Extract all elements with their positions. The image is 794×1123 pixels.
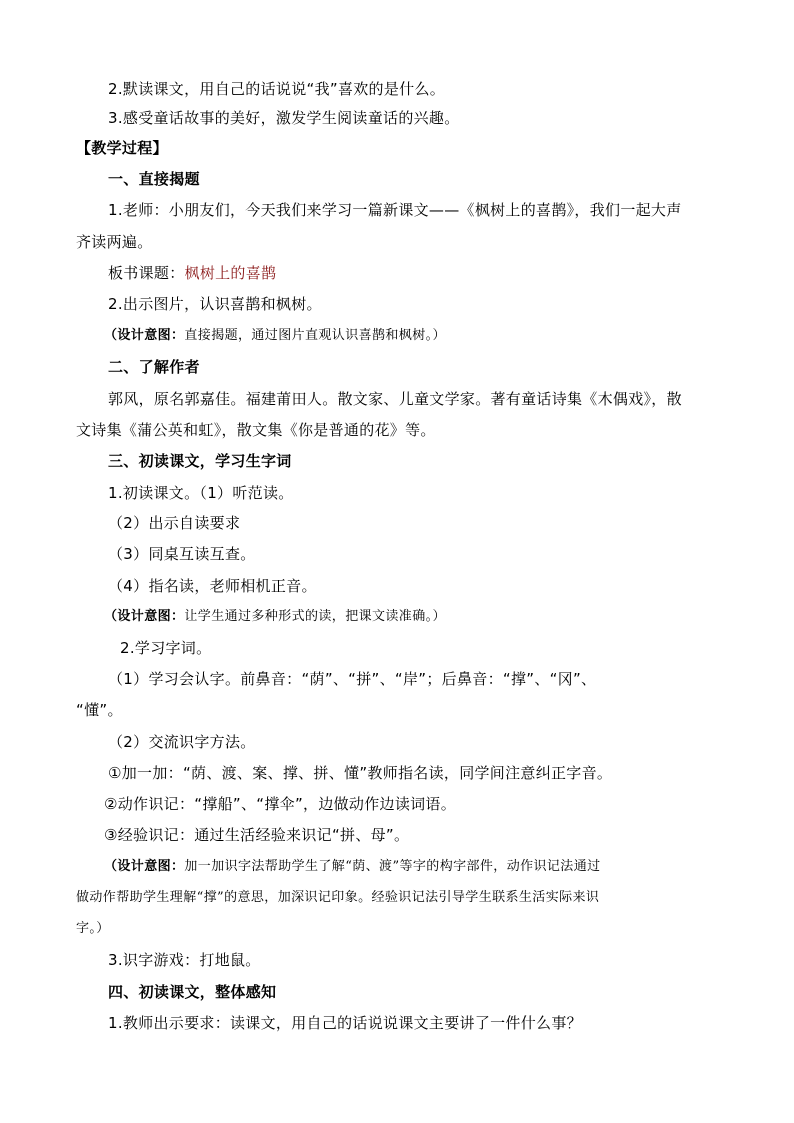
method-3: ③经验识记：通过生活经验来识记“拼、母”。	[104, 826, 410, 844]
design-note-3-line-1	[104, 858, 601, 876]
s3-item-2-2: （2）交流识字方法。	[108, 733, 256, 751]
s1-paragraph-2: 2.出示图片，认识喜鹊和枫树。	[108, 295, 322, 313]
s3-item-1-3: （3）同桌互读互查。	[108, 545, 256, 563]
design-note-text: 让学生通过多种形式的读，把课文读准确。）	[184, 609, 446, 624]
method-1: ①加一加：“荫、渡、案、撑、拼、懂”教师指名读，同学间注意纠正字音。	[108, 764, 613, 782]
s3-item-2: 2.学习字词。	[120, 639, 212, 657]
section-1-heading: 一、直接揭题	[108, 170, 200, 188]
design-note-label: （设计意图：	[104, 609, 185, 624]
design-note-text: 直接揭题，通过图片直观认识喜鹊和枫树。）	[184, 328, 446, 343]
goal-2: 2.默读课文，用自己的话说说“我”喜欢的是什么。	[108, 80, 446, 98]
s3-item-1-4: （4）指名读，老师相机正音。	[108, 577, 317, 595]
process-heading: 【教学过程】	[76, 139, 168, 157]
design-note-3-line-2: 做动作帮助学生理解“撑”的意思，加深识记印象。经验识记法引导学生联系生活实际来识	[76, 890, 600, 905]
s3-item-1: 1.初读课文。（1）听范读。	[108, 484, 294, 502]
design-note-label: （设计意图：	[104, 328, 185, 343]
board-title: 枫树上的喜鹊	[184, 264, 277, 282]
section-4-heading: 四、初读课文，整体感知	[108, 983, 277, 1001]
section-3-heading: 三、初读课文，学习生字词	[108, 452, 292, 470]
design-note-text: 加一加识字法帮助学生了解“荫、渡”等字的构字部件，动作识记法通过	[184, 859, 601, 874]
s1-paragraph-1-line-2: 齐读两遍。	[76, 233, 153, 251]
design-note-3-line-3: 字。）	[76, 921, 110, 936]
design-note-1	[104, 327, 446, 345]
s2-paragraph-line-2: 文诗集《蒲公英和虹》，散文集《你是普通的花》等。	[76, 421, 436, 439]
s2-paragraph-line-1: 郭风，原名郭嘉佳。福建莆田人。散文家、儿童文学家。著有童话诗集《木偶戏》，散	[108, 390, 682, 408]
board-title-label: 板书课题：	[108, 264, 185, 282]
method-2: ②动作识记：“撑船”、“撑伞”，边做动作边读词语。	[104, 795, 457, 813]
design-note-label: （设计意图：	[104, 859, 185, 874]
s3-item-2-1-line-1: （1）学习会认字。前鼻音：“荫”、“拼”、“岸”；后鼻音：“撑”、“冈”、	[108, 670, 597, 688]
s3-item-3: 3.识字游戏：打地鼠。	[108, 951, 261, 969]
s3-item-2-1-line-2: “懂”。	[76, 701, 123, 719]
s1-paragraph-1-line-1: 1.老师：小朋友们，今天我们来学习一篇新课文——《枫树上的喜鹊》，我们一起大声	[108, 201, 682, 219]
board-title-line	[108, 264, 276, 282]
goal-3: 3.感受童话故事的美好，激发学生阅读童话的兴趣。	[108, 109, 460, 127]
design-note-2	[104, 608, 446, 626]
s4-item-1: 1.教师出示要求：读课文，用自己的话说说课文主要讲了一件什么事？	[108, 1014, 582, 1032]
section-2-heading: 二、了解作者	[108, 358, 200, 376]
s3-item-1-2: （2）出示自读要求	[108, 514, 241, 532]
